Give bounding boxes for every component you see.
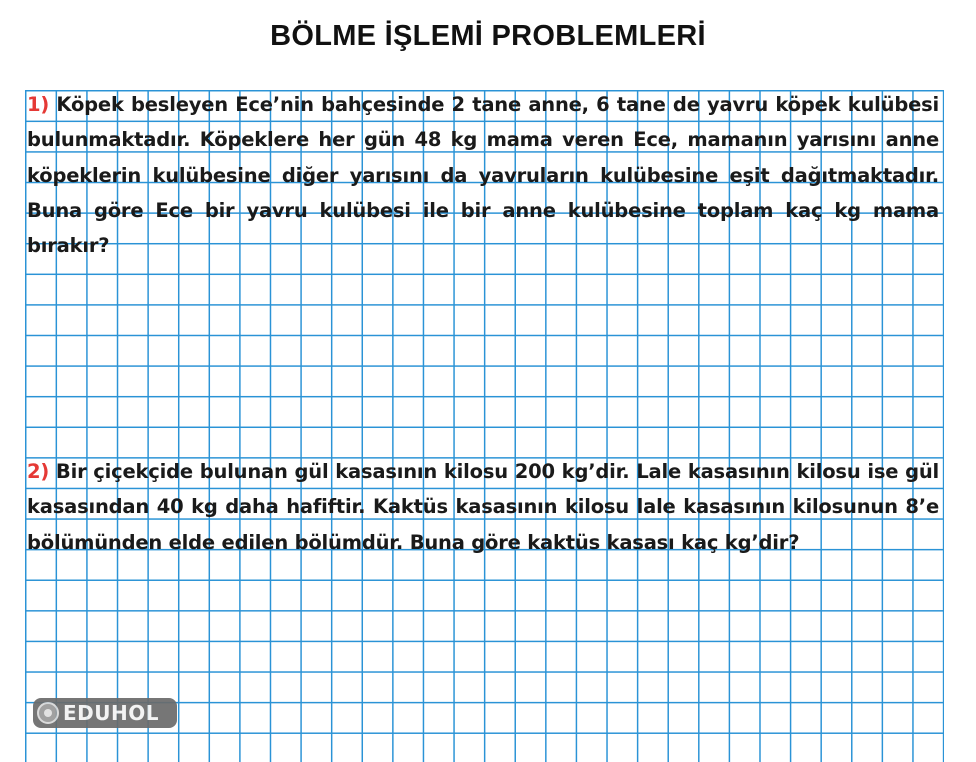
eduhol-watermark	[33, 698, 177, 728]
problem-1-number: 1)	[27, 93, 50, 116]
problem-2-text: Bir çiçekçide bulunan gül kasasının kilosu 200 kg’dir. Lale kasasının kilosu ise gül kasasından 40 kg daha hafiftir. Kaktüs kasasının kilosu lale kasasının kilosunun 8’e bölümünden elde edilen bölümdür. Buna göre kaktüs kasası kaç kg’dir?	[27, 460, 939, 554]
page-title: BÖLME İŞLEMİ PROBLEMLERİ	[270, 20, 706, 52]
problem-2	[27, 454, 939, 560]
problem-2-number: 2)	[27, 460, 50, 483]
watermark-text: EDUHOL	[63, 701, 159, 725]
problem-1-text: Köpek besleyen Ece’nin bahçesinde 2 tane anne, 6 tane de yavru köpek kulübesi bulunmaktadır. Köpeklere her gün 48 kg mama veren Ece, mamanın yarısını anne köpeklerin kulübesine diğer yarısını da yavruların kulübesine eşit dağıtmaktadır. Buna göre Ece bir yavru kulübesi ile bir anne kulübesine toplam kaç kg mama bırakır?	[27, 93, 939, 258]
eduhol-logo-icon	[37, 702, 59, 724]
problem-1	[27, 87, 939, 263]
